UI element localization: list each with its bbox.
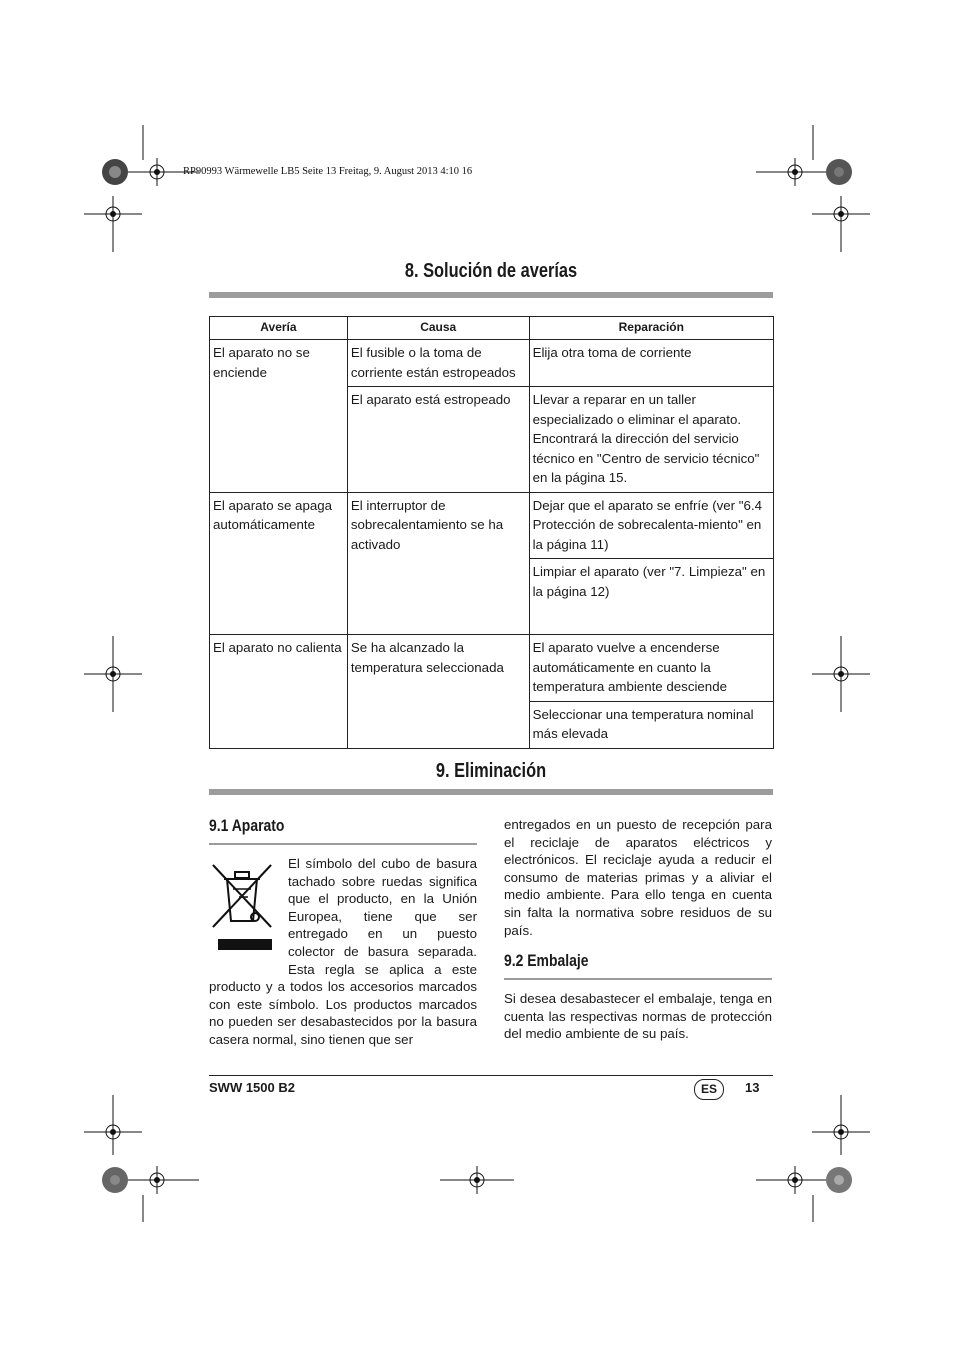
table-cell-cause: El interruptor de sobrecalentamiento se ha activado xyxy=(347,492,529,635)
table-cell-fault: El aparato no se enciende xyxy=(210,340,348,493)
section-9-rule xyxy=(209,789,773,795)
table-cell-cause: El fusible o la toma de corriente están estropeados xyxy=(347,340,529,387)
section-9-title: 9. Eliminación xyxy=(435,760,547,782)
table-cell-repair: Elija otra toma de corriente xyxy=(529,340,773,387)
print-header-info: RP90993 Wärmewelle LB5 Seite 13 Freitag, 9. August 2013 4:10 16 xyxy=(183,166,473,177)
language-badge: ES xyxy=(694,1079,724,1100)
table-row xyxy=(210,340,774,387)
table-cell-repair: El aparato vuelve a encenderse automáticamente en cuanto la temperatura ambiente desciende xyxy=(529,635,773,702)
table-cell-repair: Llevar a reparar en un taller especializado o eliminar el aparato. Encontrará la dirección del servicio técnico en "Centro de servicio técnico" en la página 15. xyxy=(529,387,773,493)
column-header-fault: Avería xyxy=(210,317,348,340)
table-cell-cause: Se ha alcanzado la temperatura seleccionada xyxy=(347,635,529,749)
subsection-9-1-title: 9.1 Aparato xyxy=(209,816,285,835)
table-cell-fault: El aparato se apaga automáticamente xyxy=(210,492,348,635)
subsection-9-2-rule xyxy=(504,978,772,980)
table-cell-repair: Seleccionar una temperatura nominal más elevada xyxy=(529,701,773,748)
disposal-device-paragraph: El símbolo del cubo de basura tachado sobre ruedas significa que el producto, en la Unión Europea, tiene que ser entregado en un puesto colector de basura separada. Esta regla se aplica a este producto y a todos los accesorios marcados con este símbolo. Los productos marcados no pueden ser desabastecidos por la basura casera normal, sino tienen que ser xyxy=(209,856,477,1047)
subsection-9-2-title: 9.2 Embalaje xyxy=(504,951,589,970)
table-row xyxy=(210,492,774,559)
table-cell-fault: El aparato no calienta xyxy=(210,635,348,749)
footer-rule xyxy=(209,1075,773,1076)
disposal-device-text-continued: entregados en un puesto de recepción para el reciclaje de aparatos eléctricos y electrónicos. El reciclaje ayuda a reducir el consumo de materias primas y a aliviar el medio ambiente. Para ello tenga en cuenta sin falta la normativa sobre residuos de su país. xyxy=(504,817,772,938)
table-row xyxy=(210,635,774,702)
section-8-rule xyxy=(209,292,773,298)
table-header-row xyxy=(210,317,774,340)
section-8-title: 8. Solución de averías xyxy=(404,260,578,282)
troubleshooting-table xyxy=(209,316,774,749)
column-header-repair: Reparación xyxy=(529,317,773,340)
subsection-9-1-rule xyxy=(209,843,477,845)
table-cell-repair: Limpiar el aparato (ver "7. Limpieza" en la página 12) xyxy=(529,559,773,635)
page-number: 13 xyxy=(745,1080,760,1095)
column-header-cause: Causa xyxy=(347,317,529,340)
disposal-device-text xyxy=(209,855,477,1049)
packaging-disposal-text: Si desea desabastecer el embalaje, tenga en cuenta las respectivas normas de protección del medio ambiente de su país. xyxy=(504,991,772,1042)
table-cell-repair: Dejar que el aparato se enfríe (ver "6.4 Protección de sobrecalenta-miento" en la página 11) xyxy=(529,492,773,559)
footer-model-number: SWW 1500 B2 xyxy=(209,1080,295,1095)
table-cell-cause: El aparato está estropeado xyxy=(347,387,529,493)
